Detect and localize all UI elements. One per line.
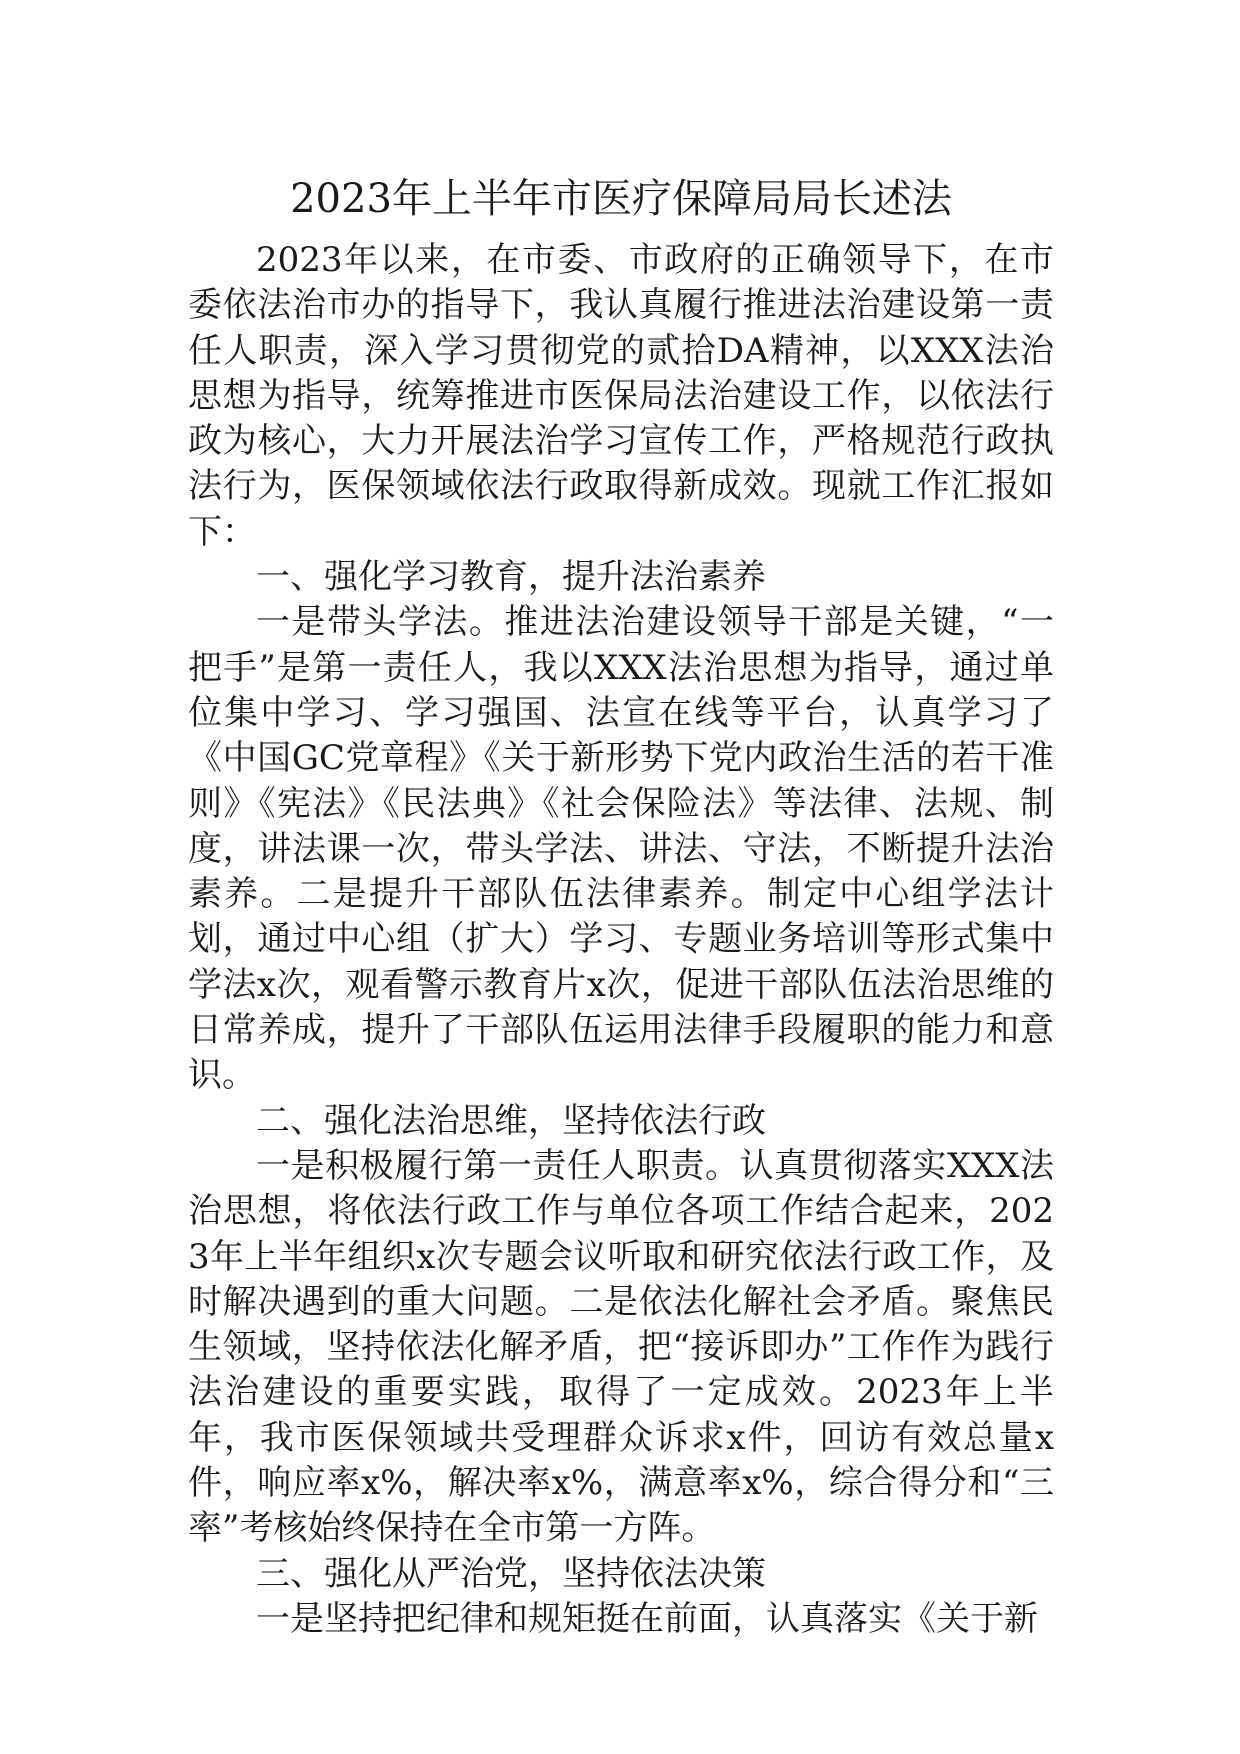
intro-paragraph: 2023年以来，在市委、市政府的正确领导下，在市委依法治市办的指导下，我认真履行推进法治建设第一责任人职责，深入学习贯彻党的贰拾DA精神，以XXX法治思想为指导，统筹推进市医保局法治建设工作，以依法行政为核心，大力开展法治学习宣传工作，严格规范行政执法行为，医保领域依法行政取得新成效。现就工作汇报如下： bbox=[188, 240, 1054, 552]
section-2-heading: 二、强化法治思维，坚持依法行政 bbox=[256, 1100, 766, 1141]
section-1-heading: 一、强化学习教育，提升法治素养 bbox=[256, 557, 766, 598]
section-3-heading: 三、强化从严治党，坚持依法决策 bbox=[256, 1553, 766, 1594]
document-title: 2023年上半年市医疗保障局局长述法 bbox=[290, 176, 952, 222]
section-1-body: 一是带头学法。推进法治建设领导干部是关键，“一把手”是第一责任人，我以XXX法治思想为指导，通过单位集中学习、学习强国、法宣在线等平台，认真学习了《中国GC党章程》《关于新形势下党内政治生活的若干准则》《宪法》《民法典》《社会保险法》等法律、法规、制度，讲法课一次，带头学法、讲法、守法，不断提升法治素养。二是提升干部队伍法律素养。制定中心组学法计划，通过中心组（扩大）学习、专题业务培训等形式集中学法x次，观看警示教育片x次，促进干部队伍法治思维的日常养成，提升了干部队伍运用法律手段履职的能力和意识。 bbox=[188, 602, 1054, 1096]
section-3-body: 一是坚持把纪律和规矩挺在前面，认真落实《关于新 bbox=[256, 1598, 1038, 1639]
document-page bbox=[188, 168, 1054, 1642]
section-2-body: 一是积极履行第一责任人职责。认真贯彻落实XXX法治思想，将依法行政工作与单位各项工作结合起来，2023年上半年组织x次专题会议听取和研究依法行政工作，及时解决遇到的重大问题。二是依法化解社会矛盾。聚焦民生领域，坚持依法化解矛盾，把“接诉即办”工作作为践行法治建设的重要实践，取得了一定成效。2023年上半年，我市医保领域共受理群众诉求x件，回访有效总量x件，响应率x%，解决率x%，满意率x%，综合得分和“三率”考核始终保持在全市第一方阵。 bbox=[188, 1145, 1054, 1549]
